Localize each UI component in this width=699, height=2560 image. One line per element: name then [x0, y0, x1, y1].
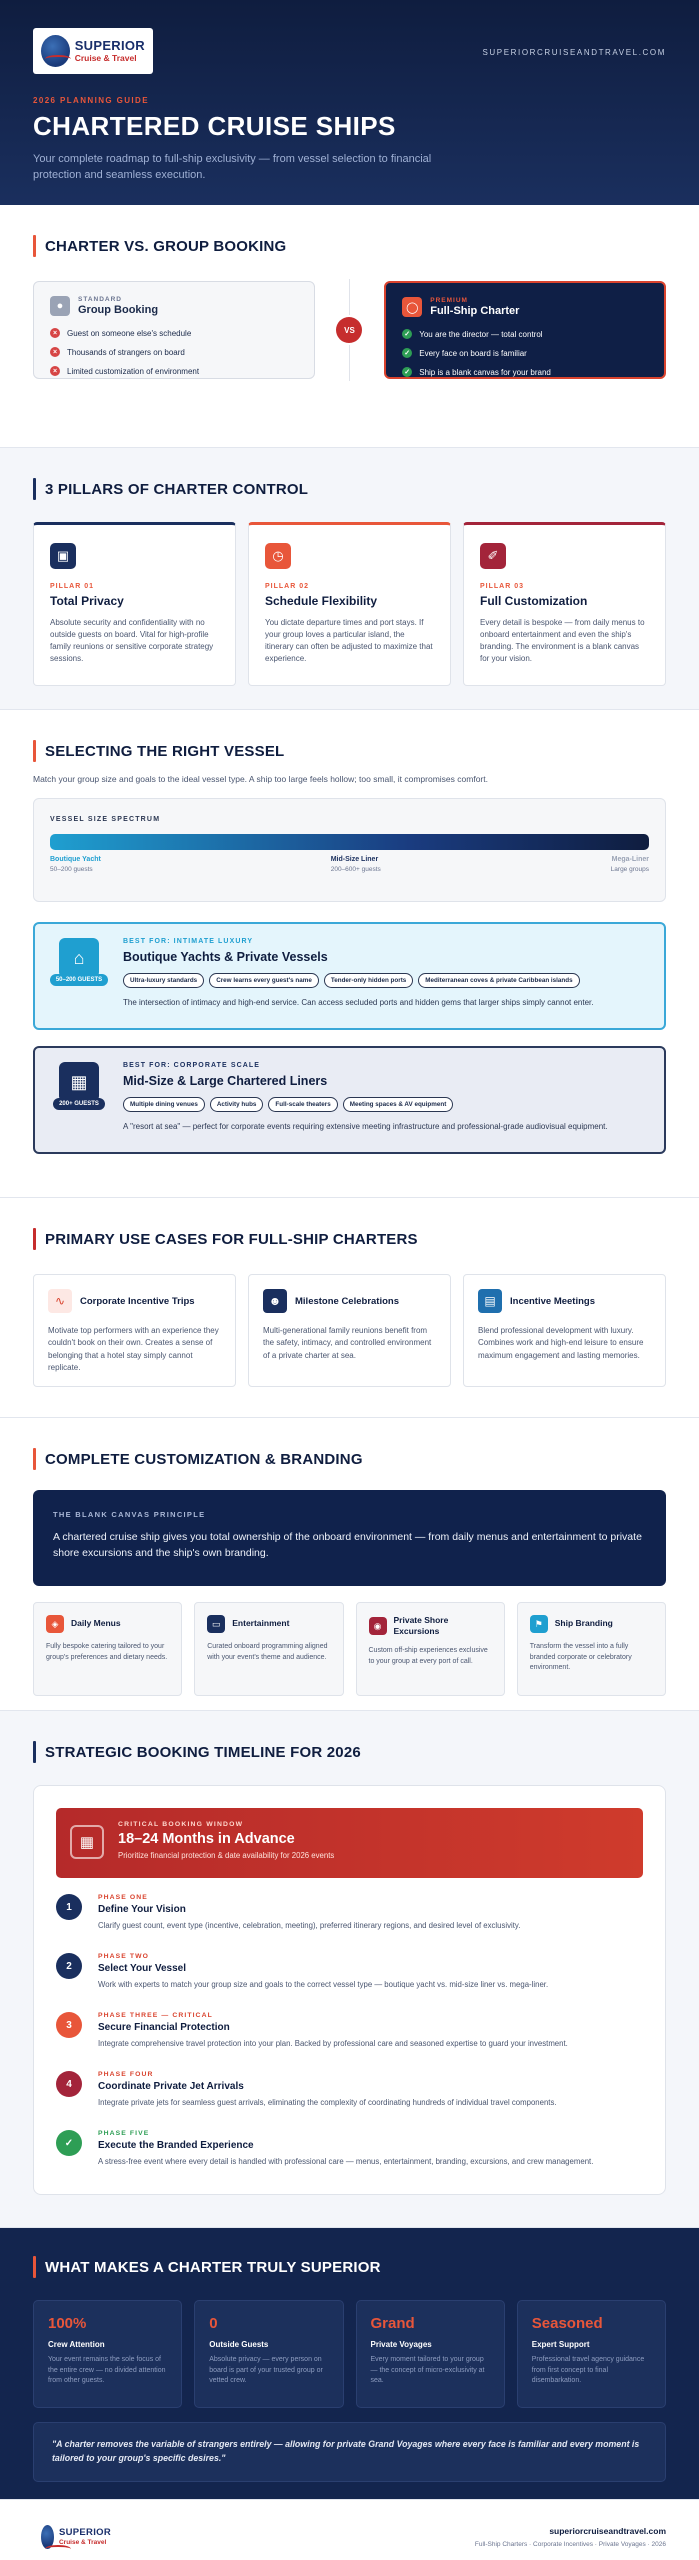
use-cases-section — [0, 1198, 699, 1418]
custom-card: ◉ Private Shore Excursions Custom off-ship experiences exclusive to your group at every port of call. — [356, 1602, 505, 1696]
section-bar — [33, 478, 36, 500]
list-item: × Guest on someone else's schedule — [50, 328, 298, 338]
section-title: STRATEGIC BOOKING TIMELINE FOR 2026 — [45, 1743, 361, 1761]
blank-canvas-panel: THE BLANK CANVAS PRINCIPLE A chartered cruise ship gives you total ownership of the onboard environment — from daily menus and entertainment to private shore excursions and the ship's own branding. — [33, 1490, 666, 1586]
shield-icon: ◯ — [402, 297, 422, 317]
pillars-section — [0, 448, 699, 710]
spectrum-bar — [50, 834, 649, 850]
vessel-card-liner: ▦ 200+ GUESTS BEST FOR: CORPORATE SCALE Mid-Size & Large Chartered Liners Multiple dining venues Activity hubs Full-scale theaters Meeting spaces & AV equipment A "resort at sea" — perfect for corporate events requiring extensive meeting infrastructure and professional-grade audiovisual equipment. — [33, 1046, 666, 1154]
section-bar — [33, 1228, 36, 1250]
section-title: PRIMARY USE CASES FOR FULL-SHIP CHARTERS — [45, 1230, 418, 1248]
lock-icon: ▣ — [50, 543, 76, 569]
card-name: Full-Ship Charter — [430, 305, 520, 317]
stat-card: 0 Outside Guests Absolute privacy — every person on board is part of your trusted group or vetted crew. — [194, 2300, 343, 2408]
section-title: 3 PILLARS OF CHARTER CONTROL — [45, 480, 309, 498]
feature-chip: Activity hubs — [210, 1097, 264, 1112]
hero-header — [0, 0, 699, 205]
logo-line2: Cruise & Travel — [74, 53, 137, 64]
quote-block: "A charter removes the variable of strangers entirely — allowing for private Grand Voyages where every face is familiar and every moment is tailored to your group's specific desires." — [33, 2422, 666, 2482]
timeline-step: 3 PHASE THREE — CRITICAL Secure Financial Protection Integrate comprehensive travel protection into your plan. Backed by professional care and seasoned expertise to guard your investment. — [56, 2012, 643, 2071]
chart-icon: ∿ — [48, 1289, 72, 1313]
clock-icon: ◷ — [265, 543, 291, 569]
step-number: 3 — [56, 2012, 82, 2038]
customization-section — [0, 1418, 699, 1711]
custom-card: ▭ Entertainment Curated onboard programming aligned with your event's theme and audience. — [194, 1602, 343, 1696]
vs-badge: VS — [336, 317, 362, 343]
pin-icon: ◉ — [369, 1617, 387, 1635]
check-icon: ✓ — [402, 348, 412, 358]
compare-section — [0, 205, 699, 448]
section-bar — [33, 2256, 36, 2278]
brand-logo[interactable] — [33, 28, 153, 74]
pillar-card: ▣ PILLAR 01 Total Privacy Absolute security and confidentiality with no outside guests on board. Vital for high-profile family reunions or sensitive corporate strategy sessions. — [33, 522, 236, 686]
list-item: ✓ Every face on board is familiar — [402, 348, 648, 358]
logo-line1: SUPERIOR — [74, 38, 145, 54]
check-icon: ✓ — [402, 329, 412, 339]
spectrum-mark: Boutique Yacht 50–200 guests — [50, 856, 101, 873]
feature-chip: Mediterranean coves & private Caribbean islands — [418, 973, 579, 988]
hero-kicker: 2026 PLANNING GUIDE — [33, 96, 149, 105]
screen-icon: ▭ — [207, 1615, 225, 1633]
feature-chip: Meeting spaces & AV equipment — [343, 1097, 454, 1112]
guest-badge: 200+ GUESTS — [53, 1098, 105, 1110]
x-icon: × — [50, 328, 60, 338]
standard-card — [33, 281, 315, 379]
card-tag: PREMIUM — [430, 297, 468, 304]
timeline-card — [33, 1785, 666, 2195]
calendar-icon: ▦ — [70, 1825, 104, 1859]
globe-logo-icon — [41, 35, 70, 67]
stat-card: 100% Crew Attention Your event remains the sole focus of the entire crew — no divided attention from other guests. — [33, 2300, 182, 2408]
x-icon: × — [50, 366, 60, 376]
step-number: 4 — [56, 2071, 82, 2097]
step-number: 1 — [56, 1894, 82, 1920]
feature-chip: Multiple dining venues — [123, 1097, 205, 1112]
stat-card: Grand Private Voyages Every moment tailored to your group — the concept of micro-exclusivity at sea. — [356, 2300, 505, 2408]
globe-logo-icon — [41, 2525, 54, 2549]
custom-card: ◈ Daily Menus Fully bespoke catering tailored to your group's preferences and dietary needs. — [33, 1602, 182, 1696]
people-icon: ☻ — [263, 1289, 287, 1313]
feature-chip: Tender-only hidden ports — [324, 973, 413, 988]
list-item: ✓ Ship is a blank canvas for your brand — [402, 367, 648, 377]
page-title: CHARTERED CRUISE SHIPS — [33, 111, 396, 141]
guest-badge: 50–200 GUESTS — [50, 974, 108, 986]
section-title: SELECTING THE RIGHT VESSEL — [45, 742, 285, 760]
timeline-step: ✓ PHASE FIVE Execute the Branded Experience A stress-free event where every detail is handled with professional care — menus, entertainment, branding, excursions, and crew management. — [56, 2130, 643, 2189]
spectrum-mark: Mid-Size Liner 200–600+ guests — [330, 856, 381, 873]
check-icon: ✓ — [56, 2130, 82, 2156]
feature-chip: Full-scale theaters — [268, 1097, 337, 1112]
use-case-card: ▤ Incentive Meetings Blend professional development with luxury. Combines work and high-end leisure to ensure maximum engagement and lasting memories. — [463, 1274, 666, 1387]
list-item: ✓ You are the director — total control — [402, 329, 648, 339]
section-bar — [33, 1741, 36, 1763]
ship-icon: ⌂ — [59, 938, 99, 978]
section-bar — [33, 1448, 36, 1470]
custom-card: ⚑ Ship Branding Transform the vessel into a fully branded corporate or celebratory environment. — [517, 1602, 666, 1696]
utensils-icon: ◈ — [46, 1615, 64, 1633]
feature-chip: Crew learns every guest's name — [209, 973, 319, 988]
page-subtitle: Your complete roadmap to full-ship exclusivity — from vessel selection to financial protection and seamless execution. — [33, 153, 432, 181]
card-tag: STANDARD — [78, 296, 122, 303]
briefcase-icon: ▦ — [59, 1062, 99, 1102]
size-spectrum: VESSEL SIZE SPECTRUM Boutique Yacht 50–200 guests Mid-Size Liner 200–600+ guests Mega-Liner Large groups — [33, 798, 666, 902]
footer — [0, 2499, 699, 2560]
section-title: CHARTER VS. GROUP BOOKING — [45, 237, 287, 255]
spectrum-mark: Mega-Liner Large groups — [610, 856, 649, 873]
users-icon: ● — [50, 296, 70, 316]
section-bar — [33, 235, 36, 257]
footer-logo[interactable]: SUPERIOR Cruise & Travel — [33, 2520, 119, 2554]
timeline-section — [0, 1711, 699, 2228]
vessel-section — [0, 710, 699, 1198]
pillar-card: ✐ PILLAR 03 Full Customization Every detail is bespoke — from daily menus to onboard entertainment and even the ship's branding. The environment is a blank canvas for your vision. — [463, 522, 666, 686]
footer-meta: Full-Ship Charters · Corporate Incentives · Private Voyages · 2026 — [474, 2541, 666, 2548]
section-title: WHAT MAKES A CHARTER TRULY SUPERIOR — [45, 2258, 381, 2276]
step-number: 2 — [56, 1953, 82, 1979]
timeline-step: 4 PHASE FOUR Coordinate Private Jet Arrivals Integrate private jets for seamless guest arrivals, eliminating the complexity of coordinating hundreds of individual travel components. — [56, 2071, 643, 2130]
site-url-link[interactable]: SUPERIORCRUISEANDTRAVEL.COM — [482, 48, 666, 57]
check-icon: ✓ — [402, 367, 412, 377]
x-icon: × — [50, 347, 60, 357]
feature-chip: Ultra-luxury standards — [123, 973, 204, 988]
stat-card: Seasoned Expert Support Professional travel agency guidance from first concept to final disembarkation. — [517, 2300, 666, 2408]
section-bar — [33, 740, 36, 762]
list-item: × Thousands of strangers on board — [50, 347, 298, 357]
use-case-card: ☻ Milestone Celebrations Multi-generational family reunions benefit from the safety, intimacy, and controlled environment of a private charter at sea. — [248, 1274, 451, 1387]
book-icon: ▤ — [478, 1289, 502, 1313]
timeline-step: 2 PHASE TWO Select Your Vessel Work with experts to match your group size and goals to the correct vessel type — boutique yacht vs. mid-size liner vs. mega-liner. — [56, 1953, 643, 2012]
vessel-card-boutique: ⌂ 50–200 GUESTS BEST FOR: INTIMATE LUXURY Boutique Yachts & Private Vessels Ultra-luxury standards Crew learns every guest's name Tender-only hidden ports Mediterranean coves & private Caribbean islands The intersection of intimacy and high-end service. Can access secluded ports and hidden gems that larger ships simply cannot enter. — [33, 922, 666, 1030]
pillar-card: ◷ PILLAR 02 Schedule Flexibility You dictate departure times and port stays. If your group loves a particular island, the itinerary can often be adjusted to maximize that experience. — [248, 522, 451, 686]
superior-section — [0, 2228, 699, 2499]
use-case-card: ∿ Corporate Incentive Trips Motivate top performers with an experience they couldn't book on their own. Creates a sense of belonging that a hotel stay simply cannot replicate. — [33, 1274, 236, 1387]
section-lead: Match your group size and goals to the ideal vessel type. A ship too large feels hollow; too small, it compromises comfort. — [33, 774, 488, 784]
section-title: COMPLETE CUSTOMIZATION & BRANDING — [45, 1450, 363, 1468]
list-item: × Limited customization of environment — [50, 366, 298, 376]
critical-window-banner: ▦ CRITICAL BOOKING WINDOW 18–24 Months in Advance Prioritize financial protection & date availability for 2026 events — [56, 1808, 643, 1878]
flag-icon: ⚑ — [530, 1615, 548, 1633]
timeline-step: 1 PHASE ONE Define Your Vision Clarify guest count, event type (incentive, celebration, meeting), preferred itinerary regions, and desired level of exclusivity. — [56, 1894, 643, 1953]
premium-card — [384, 281, 666, 379]
brush-icon: ✐ — [480, 543, 506, 569]
card-name: Group Booking — [78, 304, 159, 316]
footer-url-link[interactable]: superiorcruiseandtravel.com — [549, 2526, 666, 2536]
